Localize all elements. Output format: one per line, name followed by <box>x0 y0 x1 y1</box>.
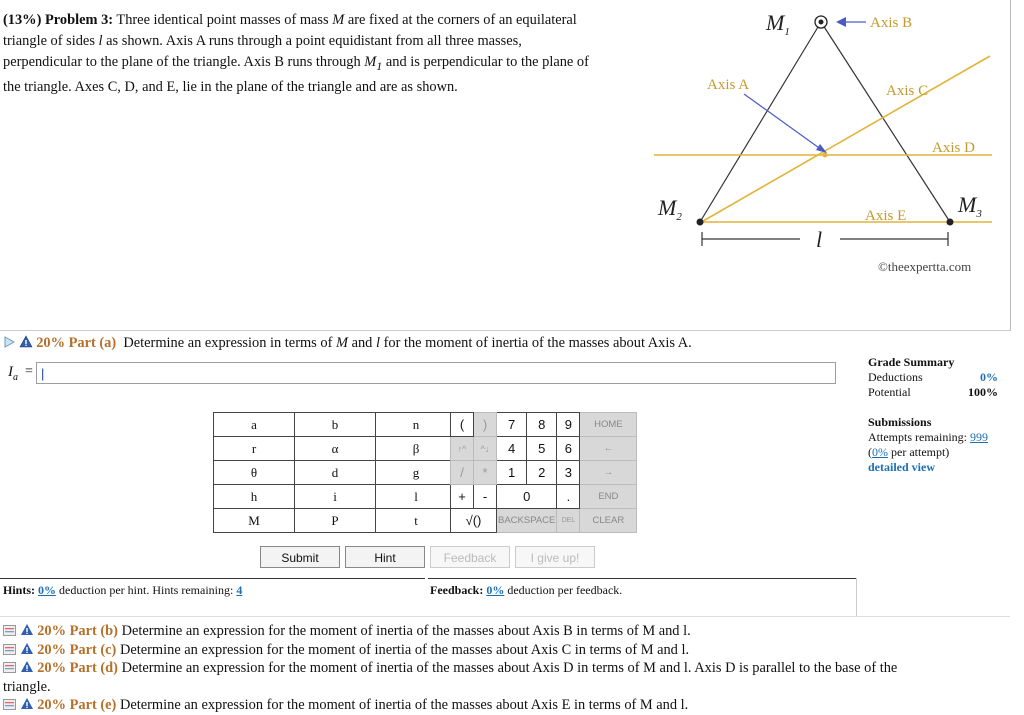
key-theta[interactable]: θ <box>214 461 295 485</box>
attempts-value[interactable]: 999 <box>969 430 988 444</box>
warning-triangle-icon <box>20 623 34 636</box>
key-2[interactable]: 2 <box>527 461 557 485</box>
list-icon <box>3 699 16 710</box>
part-e-text: Determine an expression for the moment of inertia of the masses about Axis E in terms of M and l. <box>119 697 689 713</box>
grade-summary <box>868 355 998 475</box>
key-1[interactable]: 1 <box>497 461 527 485</box>
problem-text: and is perpendicular to the plane of <box>385 54 589 70</box>
warning-triangle-icon <box>20 697 34 710</box>
triangle-side-left <box>700 22 821 222</box>
key-backspace[interactable]: BACKSPACE <box>497 509 557 533</box>
key-t[interactable]: t <box>376 509 457 533</box>
problem-var-sub: 1 <box>376 58 383 73</box>
deductions-value: 0% <box>980 370 998 384</box>
key-divide[interactable]: / <box>451 461 474 485</box>
answer-label <box>8 364 18 383</box>
attempts-label: Attempts remaining: <box>868 430 967 444</box>
key-0[interactable]: 0 <box>497 485 557 509</box>
per-attempt-paren: ( <box>868 445 872 459</box>
warning-triangle-icon <box>19 335 33 348</box>
list-icon <box>3 662 16 673</box>
part-c-text: Determine an expression for the moment of inertia of the masses about Axis C in terms of M and l. <box>119 641 690 658</box>
part-c-label: Part (c) <box>69 641 117 658</box>
triangle-diagram <box>650 0 1010 280</box>
triangle-side-right <box>821 22 950 222</box>
feedback-divider <box>856 578 857 616</box>
deductions-label: Deductions <box>868 370 923 384</box>
key-i[interactable]: i <box>295 485 376 509</box>
axis-a-arrowhead <box>816 144 827 153</box>
warning-triangle-icon <box>20 642 34 655</box>
part-d-text-cont: triangle. <box>3 678 51 695</box>
problem-var-m: M <box>332 12 345 28</box>
feedback-button[interactable]: Feedback <box>430 546 510 568</box>
key-7[interactable]: 7 <box>497 413 527 437</box>
label-m2: $M_2$ <box>658 195 682 223</box>
key-h[interactable]: h <box>214 485 295 509</box>
part-c-pct: 20% <box>37 641 66 658</box>
key-3[interactable]: 3 <box>557 461 580 485</box>
part-a-label: Part (a) <box>68 335 117 351</box>
detailed-view-link[interactable]: detailed view <box>868 460 935 474</box>
part-d-row[interactable] <box>3 659 1008 678</box>
give-up-button[interactable]: I give up! <box>515 546 595 568</box>
label-m1: $M_1$ <box>766 10 790 38</box>
key-multiply[interactable]: * <box>474 461 497 485</box>
key-plus[interactable]: + <box>451 485 474 509</box>
key-left-arrow[interactable]: ← <box>580 437 637 461</box>
copyright-text: ©theexpertta.com <box>878 259 972 274</box>
part-c-row[interactable] <box>3 641 1008 660</box>
other-parts-list <box>3 622 1008 715</box>
part-a-header <box>3 334 692 352</box>
problem-text: perpendicular to the plane of the triangle. Axis B runs through <box>3 54 361 70</box>
hints-text: deduction per hint. Hints remaining: <box>59 583 234 597</box>
part-a-pct: 20% <box>36 335 65 351</box>
key-right-arrow[interactable]: → <box>580 461 637 485</box>
answer-input[interactable] <box>36 362 836 384</box>
key-l[interactable]: l <box>376 485 457 509</box>
key-clear[interactable]: CLEAR <box>580 509 637 533</box>
label-axis-d: Axis D <box>932 140 975 156</box>
submissions-title: Submissions <box>868 415 932 429</box>
key-b[interactable]: b <box>295 413 376 437</box>
feedback-label: Feedback: <box>430 583 484 597</box>
problem-label: Problem 3: <box>44 12 114 28</box>
part-b-label: Part (b) <box>69 623 118 639</box>
list-icon <box>3 625 16 636</box>
hint-button[interactable]: Hint <box>345 546 425 568</box>
problem-text: the triangle. Axes C, D, and E, lie in the plane of the triangle and are as shown. <box>3 78 458 95</box>
numeric-keypad <box>450 412 637 533</box>
collapse-arrow-icon[interactable] <box>3 336 15 348</box>
key-4[interactable]: 4 <box>497 437 527 461</box>
problem-statement <box>3 10 643 98</box>
grade-title: Grade Summary <box>868 355 955 369</box>
potential-value: 100% <box>968 385 998 399</box>
mass-m3 <box>947 219 954 226</box>
part-d-continuation <box>3 678 1008 697</box>
problem-weight: (13%) <box>3 12 42 28</box>
key-m[interactable]: M <box>214 509 295 533</box>
mass-m2 <box>697 219 704 226</box>
key-del[interactable]: DEL <box>557 509 580 533</box>
part-a-var-m: M <box>335 335 348 351</box>
label-axis-a: Axis A <box>707 77 750 93</box>
mass-m1-dot <box>819 20 824 25</box>
key-end[interactable]: END <box>580 485 637 509</box>
part-e-label: Part (e) <box>69 697 117 713</box>
key-superscript[interactable]: ↑^ <box>451 437 474 461</box>
key-open-paren[interactable]: ( <box>451 413 474 437</box>
key-p[interactable]: P <box>295 509 376 533</box>
key-r[interactable]: r <box>214 437 295 461</box>
feedback-pct[interactable]: 0% <box>486 583 505 597</box>
potential-label: Potential <box>868 385 911 399</box>
label-side-l: l <box>816 227 823 252</box>
problem-var-m1: M <box>364 54 377 70</box>
problem-text: triangle of sides <box>3 33 95 49</box>
part-a-and: and <box>351 335 373 351</box>
part-d-pct: 20% <box>37 660 66 676</box>
list-icon <box>3 644 16 655</box>
key-9[interactable]: 9 <box>557 413 580 437</box>
key-close-paren[interactable]: ) <box>474 413 497 437</box>
label-axis-b: Axis B <box>870 15 913 31</box>
problem-text: are fixed at the corners of an equilateral <box>347 12 577 28</box>
variable-keypad <box>213 412 457 533</box>
section-divider <box>0 616 1010 617</box>
answer-sub: a <box>13 372 18 383</box>
hints-pct[interactable]: 0% <box>38 583 57 597</box>
part-b-text: Determine an expression for the moment of inertia of the masses about Axis B in terms of M and l. <box>121 623 691 639</box>
warning-triangle-icon <box>20 660 34 673</box>
part-a-question: Determine an expression in terms of <box>123 335 333 351</box>
key-5[interactable]: 5 <box>527 437 557 461</box>
key-sqrt[interactable]: √() <box>451 509 497 533</box>
hints-panel <box>0 578 425 615</box>
key-a[interactable]: a <box>214 413 295 437</box>
key-6[interactable]: 6 <box>557 437 580 461</box>
submit-button[interactable]: Submit <box>260 546 340 568</box>
feedback-panel <box>428 578 856 615</box>
problem-text: as shown. Axis A runs through a point equidistant from all three masses, <box>106 33 522 49</box>
answer-equals: = <box>25 364 33 379</box>
feedback-text: deduction per feedback. <box>507 583 623 597</box>
center-point <box>823 153 828 158</box>
key-home[interactable]: HOME <box>580 413 637 437</box>
label-axis-c: Axis C <box>886 83 929 99</box>
text-cursor: | <box>41 366 45 381</box>
per-attempt-pct[interactable]: 0% <box>872 445 888 459</box>
part-d-text: Determine an expression for the moment of inertia of the masses about Axis D in terms of M and l. Axis D is parallel to the base of the <box>121 660 898 676</box>
part-a-var-l: l <box>375 335 380 351</box>
axis-b-arrowhead <box>836 17 846 27</box>
problem-text: Three identical point masses of mass <box>116 12 329 28</box>
key-g[interactable]: g <box>376 461 457 485</box>
key-n[interactable]: n <box>376 413 457 437</box>
key-8[interactable]: 8 <box>527 413 557 437</box>
hints-remaining[interactable]: 4 <box>236 583 243 597</box>
key-subscript[interactable]: ^↓ <box>474 437 497 461</box>
label-m3: $M_3$ <box>958 192 982 220</box>
part-a-question-end: for the moment of inertia of the masses about Axis A. <box>383 335 692 351</box>
label-axis-e: Axis E <box>865 208 907 224</box>
part-e-row[interactable] <box>3 696 1008 715</box>
key-d[interactable]: d <box>295 461 376 485</box>
part-e-pct: 20% <box>37 697 66 713</box>
problem-var-l: l <box>98 33 103 49</box>
per-attempt-text: per attempt) <box>891 445 950 459</box>
part-b-row[interactable] <box>3 622 1008 641</box>
answer-var: I <box>8 364 13 380</box>
part-b-pct: 20% <box>37 623 66 639</box>
part-d-label: Part (d) <box>69 660 118 676</box>
hints-label: Hints: <box>3 583 36 597</box>
axis-a-arrow <box>744 94 822 150</box>
key-minus[interactable]: - <box>474 485 497 509</box>
key-alpha[interactable]: α <box>295 437 376 461</box>
key-decimal[interactable]: . <box>557 485 580 509</box>
key-beta[interactable]: β <box>376 437 457 461</box>
